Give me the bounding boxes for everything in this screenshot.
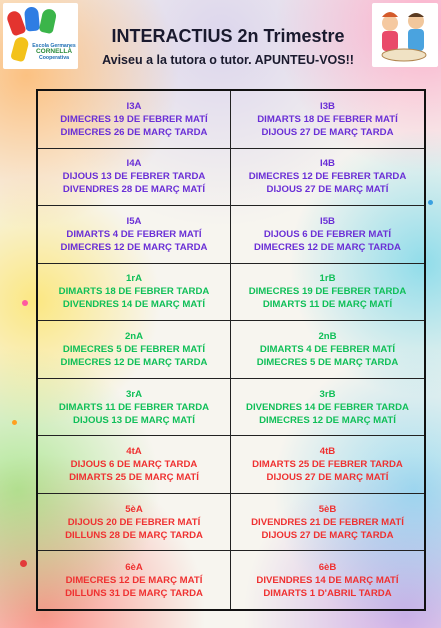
schedule-cell-right bbox=[231, 436, 424, 494]
schedule-cell-right bbox=[231, 149, 424, 207]
session-date-1: DIVENDRES 21 DE FEBRER MATÍ bbox=[251, 516, 404, 528]
class-group-label: 1rA bbox=[126, 273, 142, 285]
class-group-label: 2nA bbox=[124, 330, 144, 342]
schedule-cell-right bbox=[231, 321, 424, 379]
class-group-label: 6èA bbox=[125, 561, 143, 573]
session-date-2: DIMARTS 25 DE MARÇ MATÍ bbox=[69, 472, 199, 484]
class-group-label: 1rB bbox=[319, 273, 336, 285]
session-date-1: DIVENDRES 14 DE MARÇ MATÍ bbox=[256, 574, 399, 586]
session-date-2: DIMECRES 12 DE MARÇ TARDA bbox=[60, 356, 208, 368]
schedule-cell-left bbox=[38, 264, 231, 322]
logo-line-3: Cooperativa bbox=[39, 55, 69, 61]
schedule-cell-right bbox=[231, 264, 424, 322]
session-date-2: DIMARTS 11 DE MARÇ MATÍ bbox=[262, 299, 393, 311]
children-clipart-image bbox=[372, 3, 438, 67]
schedule-cell-right bbox=[231, 494, 424, 552]
schedule-cell-right bbox=[231, 206, 424, 264]
class-group-label: 5èA bbox=[125, 503, 143, 515]
green-hand-icon bbox=[39, 8, 58, 34]
schedule-cell-left bbox=[38, 494, 231, 552]
schedule-cell-left bbox=[38, 149, 231, 207]
session-date-1: DIMARTS 4 DE FEBRER MATÍ bbox=[66, 228, 202, 240]
session-date-2: DIJOUS 13 DE MARÇ MATÍ bbox=[73, 414, 195, 426]
school-logo bbox=[3, 3, 78, 69]
class-group-label: 3rA bbox=[126, 388, 142, 400]
session-date-2: DIMECRES 12 DE MARÇ MATÍ bbox=[259, 414, 396, 426]
class-group-label: 4tB bbox=[319, 446, 336, 458]
session-date-1: DIMECRES 12 DE MARÇ MATÍ bbox=[65, 574, 203, 586]
session-date-1: DIMARTS 18 DE FEBRER TARDA bbox=[58, 286, 210, 298]
schedule-cell-left bbox=[38, 206, 231, 264]
page-subtitle: Aviseu a la tutora o tutor. APUNTEU-VOS!! bbox=[102, 53, 354, 67]
session-date-2: DIMARTS 1 D'ABRIL TARDA bbox=[263, 587, 392, 599]
session-date-1: DIMARTS 18 DE FEBRER MATÍ bbox=[257, 113, 398, 125]
session-date-1: DIJOUS 6 DE FEBRER MATÍ bbox=[263, 228, 392, 240]
session-date-1: DIJOUS 13 DE FEBRER TARDA bbox=[62, 171, 206, 183]
class-group-label: I3B bbox=[320, 100, 335, 112]
class-group-label: I3A bbox=[126, 100, 142, 112]
session-date-1: DIMARTS 25 DE FEBRER TARDA bbox=[252, 459, 403, 471]
schedule-cell-right bbox=[231, 551, 424, 609]
class-group-label: I5B bbox=[320, 215, 335, 227]
class-group-label: 4tA bbox=[126, 446, 142, 458]
paint-dot bbox=[22, 300, 28, 306]
blue-hand-icon bbox=[24, 6, 40, 31]
session-date-2: DIMECRES 12 DE MARÇ TARDA bbox=[254, 241, 401, 253]
schedule-cell-left bbox=[38, 551, 231, 609]
session-date-2: DIJOUS 27 DE MARÇ MATÍ bbox=[266, 472, 389, 484]
logo-text bbox=[31, 43, 77, 61]
session-date-2: DIVENDRES 28 DE MARÇ MATÍ bbox=[62, 184, 206, 196]
session-date-2: DILLUNS 31 DE MARÇ TARDA bbox=[65, 587, 203, 599]
session-date-1: DIMECRES 12 DE FEBRER TARDA bbox=[248, 171, 407, 183]
session-date-2: DIMECRES 5 DE MARÇ TARDA bbox=[256, 356, 399, 368]
schedule-table bbox=[36, 89, 426, 611]
session-date-2: DILLUNS 28 DE MARÇ TARDA bbox=[65, 529, 203, 541]
session-date-2: DIJOUS 27 DE MARÇ TARDA bbox=[261, 529, 394, 541]
paint-dot bbox=[428, 200, 433, 205]
yellow-hand-icon bbox=[10, 36, 30, 63]
schedule-cell-right bbox=[231, 91, 424, 149]
class-group-label: 6èB bbox=[318, 561, 337, 573]
class-group-label: 5èB bbox=[318, 503, 337, 515]
schedule-cell-left bbox=[38, 436, 231, 494]
schedule-cell-right bbox=[231, 379, 424, 437]
class-group-label: I5A bbox=[126, 215, 142, 227]
paint-dot bbox=[20, 560, 27, 567]
paint-dot bbox=[12, 420, 17, 425]
page-title: INTERACTIUS 2n Trimestre bbox=[111, 26, 345, 46]
class-group-label: I4B bbox=[320, 158, 335, 170]
session-date-1: DIMARTS 4 DE FEBRER MATÍ bbox=[259, 343, 396, 355]
red-hand-icon bbox=[5, 9, 26, 36]
session-date-2: DIJOUS 27 DE MARÇ TARDA bbox=[261, 126, 394, 138]
session-date-1: DIJOUS 20 DE FEBRER MATÍ bbox=[67, 516, 201, 528]
session-date-2: DIMECRES 26 DE MARÇ TARDA bbox=[60, 126, 208, 138]
session-date-1: DIMECRES 5 DE FEBRER MATÍ bbox=[62, 343, 206, 355]
schedule-cell-left bbox=[38, 321, 231, 379]
session-date-1: DIMARTS 11 DE FEBRER TARDA bbox=[58, 401, 210, 413]
session-date-1: DIJOUS 6 DE MARÇ TARDA bbox=[70, 459, 198, 471]
session-date-1: DIMECRES 19 DE FEBRER MATÍ bbox=[60, 113, 208, 125]
session-date-2: DIVENDRES 14 DE MARÇ MATÍ bbox=[62, 299, 206, 311]
schedule-cell-left bbox=[38, 91, 231, 149]
class-group-label: 2nB bbox=[318, 330, 337, 342]
session-date-1: DIVENDRES 14 DE FEBRER TARDA bbox=[246, 401, 409, 413]
logo-line-1: Escola Germanes bbox=[32, 43, 76, 49]
session-date-1: DIMECRES 19 DE FEBRER TARDA bbox=[248, 286, 407, 298]
class-group-label: 3rB bbox=[319, 388, 336, 400]
schedule-cell-left bbox=[38, 379, 231, 437]
session-date-2: DIJOUS 27 DE MARÇ MATÍ bbox=[266, 184, 389, 196]
logo-line-2: CORNELLÀ bbox=[35, 48, 73, 55]
session-date-2: DIMECRES 12 DE MARÇ TARDA bbox=[60, 241, 208, 253]
class-group-label: I4A bbox=[126, 158, 142, 170]
